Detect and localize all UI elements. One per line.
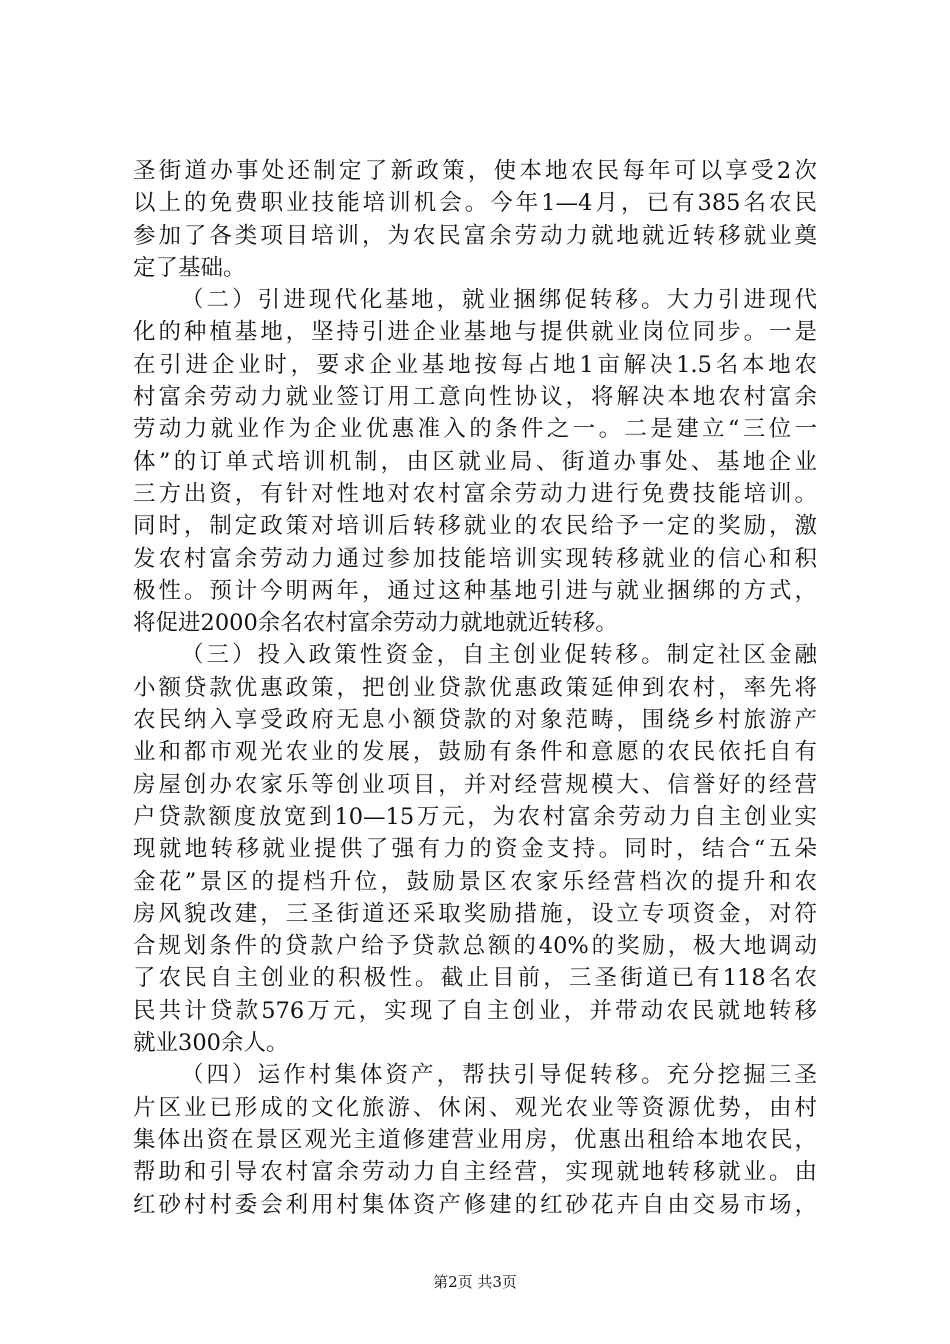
- text-line: 以上的免费职业技能培训机会。今年1—4月，已有385名农民: [133, 190, 817, 217]
- text-line: 业和都市观光农业的发展，鼓励有条件和意愿的农民依托自有: [133, 739, 817, 766]
- text-line: 村富余劳动力就业签订用工意向性协议，将解决本地农村富余: [133, 384, 817, 411]
- text-line: 集体出资在景区观光主道修建营业用房，优惠出租给本地农民，: [133, 1126, 817, 1153]
- text-line: 金花”景区的提档升位，鼓励景区农家乐经营档次的提升和农: [133, 868, 817, 895]
- page-footer: 第2页 共3页: [433, 1273, 517, 1291]
- text-line: 化的种植基地，坚持引进企业基地与提供就业岗位同步。一是: [133, 319, 817, 346]
- text-line: 房屋创办农家乐等创业项目，并对经营规模大、信誉好的经营: [133, 771, 817, 798]
- text-line: 帮助和引导农村富余劳动力自主经营，实现就地转移就业。由: [133, 1159, 817, 1186]
- text-line: 农民纳入享受政府无息小额贷款的对象范畴，围绕乡村旅游产: [133, 707, 817, 734]
- text-line: （二）引进现代化基地，就业捆绑促转移。大力引进现代: [181, 287, 817, 314]
- text-line: 红砂村村委会利用村集体资产修建的红砂花卉自由交易市场，: [133, 1191, 817, 1218]
- text-line: 将促进2000余名农村富余劳动力就地就近转移。: [133, 610, 618, 637]
- text-line: 在引进企业时，要求企业基地按每占地1亩解决1.5名本地农: [133, 351, 817, 378]
- text-line: 圣街道办事处还制定了新政策，使本地农民每年可以享受2次: [133, 158, 817, 184]
- text-line: 参加了各类项目培训，为农民富余劳动力就地就近转移就业奠: [133, 222, 817, 249]
- text-line: 三方出资，有针对性地对农村富余劳动力进行免费技能培训。: [133, 480, 817, 507]
- text-line: 定了基础。: [133, 254, 246, 281]
- text-line: 片区业已形成的文化旅游、休闲、观光农业等资源优势，由村: [133, 1094, 817, 1121]
- text-line: （三）投入政策性资金，自主创业促转移。制定社区金融: [181, 642, 817, 669]
- text-line: 民共计贷款576万元，实现了自主创业，并带动农民就地转移: [133, 997, 817, 1024]
- text-line: 户贷款额度放宽到10—15万元，为农村富余劳动力自主创业实: [133, 803, 817, 830]
- text-line: 现就地转移就业提供了强有力的资金支持。同时，结合“五朵: [133, 836, 817, 863]
- document-body: [133, 155, 817, 1221]
- text-line: 体”的订单式培训机制，由区就业局、街道办事处、基地企业: [133, 448, 817, 475]
- text-line: 就业300余人。: [133, 1030, 289, 1057]
- text-line: 合规划条件的贷款户给予贷款总额的40%的奖励，极大地调动: [133, 933, 817, 960]
- text-line: 劳动力就业作为企业优惠准入的条件之一。二是建立“三位一: [133, 416, 817, 443]
- text-line: 了农民自主创业的积极性。截止目前，三圣街道已有118名农: [133, 965, 817, 992]
- text-line: 发农村富余劳动力通过参加技能培训实现转移就业的信心和积: [133, 545, 817, 572]
- text-line: 房风貌改建，三圣街道还采取奖励措施，设立专项资金，对符: [133, 900, 817, 927]
- text-line: 同时，制定政策对培训后转移就业的农民给予一定的奖励，激: [133, 513, 817, 540]
- text-line: （四）运作村集体资产，帮扶引导促转移。充分挖掘三圣: [181, 1062, 817, 1089]
- text-line: 小额贷款优惠政策，把创业贷款优惠政策延伸到农村，率先将: [133, 674, 817, 701]
- text-line: 极性。预计今明两年，通过这种基地引进与就业捆绑的方式，: [133, 577, 817, 604]
